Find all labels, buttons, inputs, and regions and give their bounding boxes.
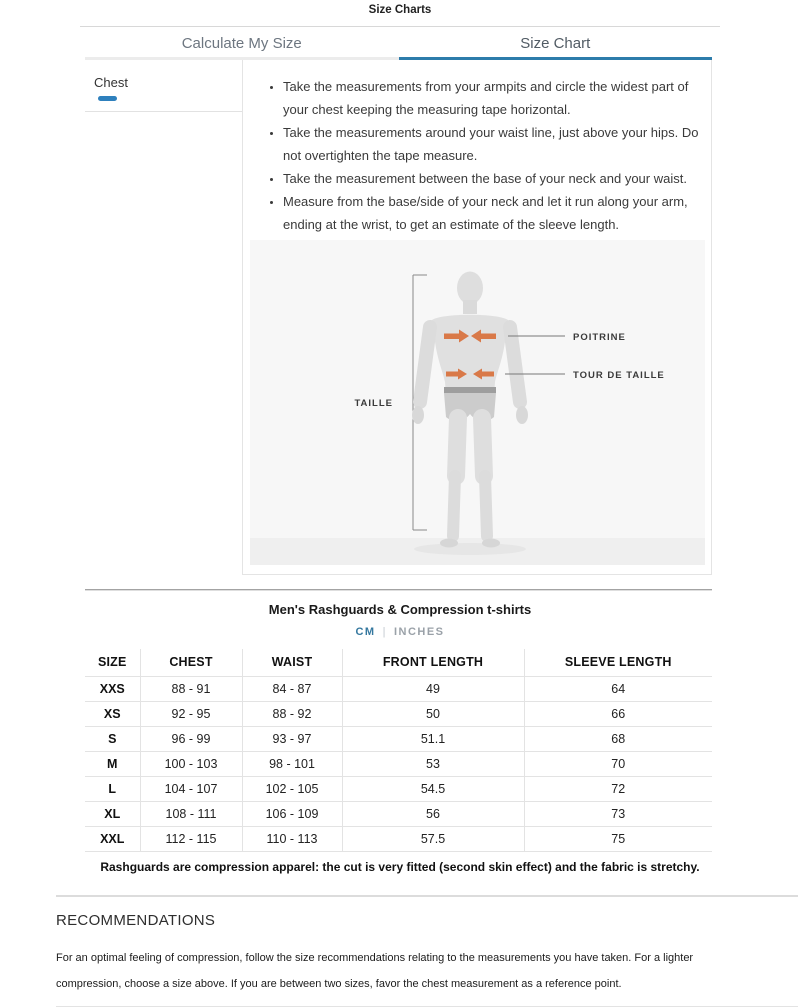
waist-label: TOUR DE TAILLE <box>572 370 665 381</box>
height-label: TAILLE <box>353 398 393 409</box>
cell-waist: 84 - 87 <box>242 676 342 701</box>
unit-cm-toggle[interactable]: CM <box>355 626 376 638</box>
instruction-item: • Measure from the base/side of your neck and let it run along your arm, ending at the wrist, to get an estimate of the sleeve length. <box>283 190 705 236</box>
cell-waist: 106 - 109 <box>242 801 342 826</box>
cell-sleeve-length: 72 <box>524 776 712 801</box>
cell-front-length: 54.5 <box>342 776 524 801</box>
col-header-waist: WAIST <box>242 649 342 676</box>
table-row <box>85 826 712 851</box>
col-header-chest: CHEST <box>140 649 242 676</box>
cell-front-length: 50 <box>342 701 524 726</box>
cell-front-length: 49 <box>342 676 524 701</box>
size-table-title: Men's Rashguards & Compression t-shirts <box>268 602 532 617</box>
col-header-sleeve-length: SLEEVE LENGTH <box>524 649 712 676</box>
table-row <box>85 676 712 701</box>
unit-toggle <box>0 626 800 638</box>
unit-inches-toggle[interactable]: INCHES <box>393 626 445 638</box>
cell-chest: 112 - 115 <box>140 826 242 851</box>
page-title: Size Charts <box>368 4 432 16</box>
instruction-item: • Take the measurement between the base of your neck and your waist. <box>283 167 705 190</box>
active-indicator-bar <box>98 96 117 101</box>
recommendations-heading: RECOMMENDATIONS <box>56 911 216 929</box>
cell-sleeve-length: 68 <box>524 726 712 751</box>
cell-size: XS <box>85 701 140 726</box>
cell-sleeve-length: 70 <box>524 751 712 776</box>
recommendations-divider <box>56 895 798 897</box>
instruction-item: • Take the measurements around your waist line, just above your hips. Do not overtighten the tape measure. <box>283 121 705 167</box>
tab-size-chart[interactable]: Size Chart <box>399 27 713 60</box>
waistband <box>444 387 496 393</box>
cell-front-length: 53 <box>342 751 524 776</box>
table-row <box>85 801 712 826</box>
cell-size: S <box>85 726 140 751</box>
bottom-divider <box>56 1006 798 1007</box>
cell-sleeve-length: 64 <box>524 676 712 701</box>
cell-chest: 88 - 91 <box>140 676 242 701</box>
cell-waist: 93 - 97 <box>242 726 342 751</box>
cell-waist: 110 - 113 <box>242 826 342 851</box>
instruction-item: • Take the measurements from your armpits and circle the widest part of your chest keeping the measuring tape horizontal. <box>283 75 705 121</box>
cell-size: XXS <box>85 676 140 701</box>
table-row <box>85 701 712 726</box>
cell-chest: 92 - 95 <box>140 701 242 726</box>
chest-instructions-panel <box>242 60 712 575</box>
mannequin-figure-image <box>250 240 705 565</box>
size-table <box>85 649 712 852</box>
sidebar-item-label: Chest <box>94 75 128 90</box>
cell-size: XXL <box>85 826 140 851</box>
cell-chest: 96 - 99 <box>140 726 242 751</box>
cell-size: L <box>85 776 140 801</box>
cell-chest: 100 - 103 <box>140 751 242 776</box>
cell-front-length: 51.1 <box>342 726 524 751</box>
tab-calculate-my-size[interactable]: Calculate My Size <box>85 27 399 60</box>
measurement-sidebar <box>85 60 242 575</box>
table-row <box>85 776 712 801</box>
cell-size: M <box>85 751 140 776</box>
chest-label: POITRINE <box>572 332 626 343</box>
col-header-front-length: FRONT LENGTH <box>342 649 524 676</box>
cell-sleeve-length: 75 <box>524 826 712 851</box>
cell-waist: 102 - 105 <box>242 776 342 801</box>
cell-chest: 104 - 107 <box>140 776 242 801</box>
recommendations-text: For an optimal feeling of compression, follow the size recommendations relating to the measurements you have taken. For a lighter compression, choose a size above. If you are between two sizes, favor the chest measurement as a reference point. <box>56 951 694 990</box>
cell-chest: 108 - 111 <box>140 801 242 826</box>
cell-front-length: 56 <box>342 801 524 826</box>
cell-front-length: 57.5 <box>342 826 524 851</box>
compression-note: Rashguards are compression apparel: the cut is very fitted (second skin effect) and the fabric is stretchy. <box>100 859 700 874</box>
table-row <box>85 726 712 751</box>
cell-sleeve-length: 73 <box>524 801 712 826</box>
measurement-diagram <box>250 240 705 565</box>
table-row <box>85 751 712 776</box>
table-header-row <box>85 649 712 676</box>
section-divider <box>85 589 712 591</box>
cell-size: XL <box>85 801 140 826</box>
sidebar-item-chest[interactable] <box>85 60 242 112</box>
mannequin-body <box>412 272 528 548</box>
cell-waist: 98 - 101 <box>242 751 342 776</box>
unit-separator: | <box>382 626 387 638</box>
col-header-size: SIZE <box>85 649 140 676</box>
tab-bar <box>85 27 712 60</box>
cell-sleeve-length: 66 <box>524 701 712 726</box>
size-chart-panel <box>85 60 712 575</box>
figure-shadow <box>414 543 526 555</box>
instruction-list <box>243 75 705 236</box>
cell-waist: 88 - 92 <box>242 701 342 726</box>
